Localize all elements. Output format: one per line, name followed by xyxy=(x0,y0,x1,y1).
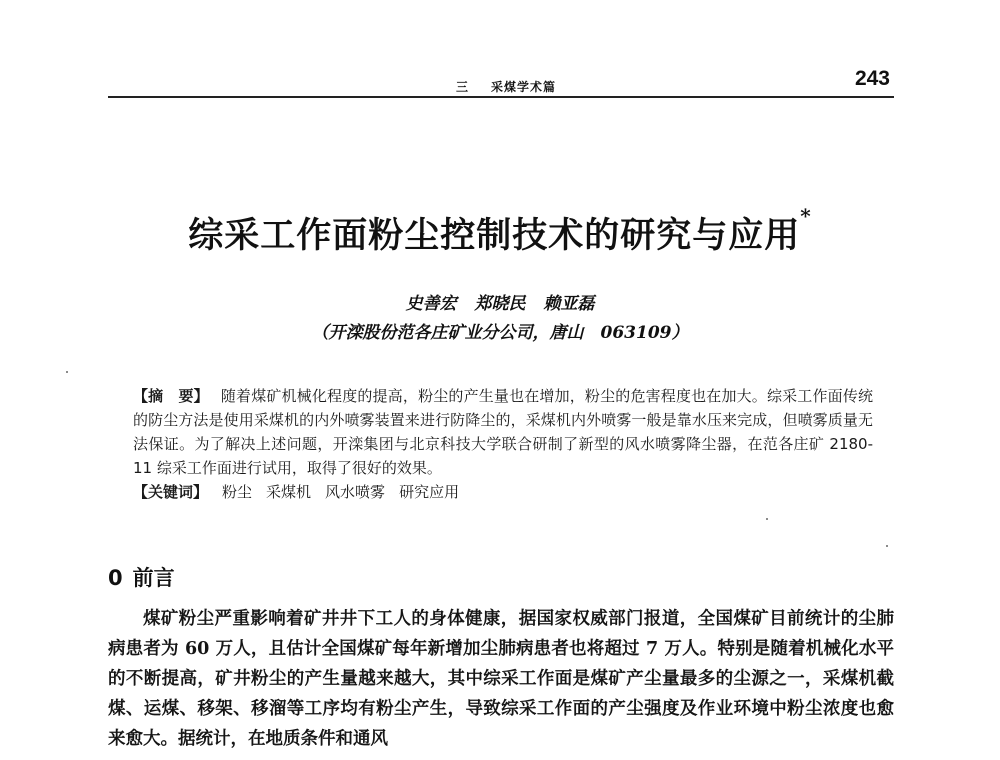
section-number: 三 xyxy=(456,80,470,94)
abstract-text: 随着煤矿机械化程度的提高，粉尘的产生量也在增加，粉尘的危害程度也在加大。综采工作面传统的防尘方法是使用采煤机的内外喷雾装置来进行防降尘的，采煤机内外喷雾一般是靠水压来完成，但喷雾质量无法保证。为了解决上述问题，开滦集团与北京科技大学联合研制了新型的风水喷雾降尘器，在范各庄矿 2180-11 综采工作面进行试用，取得了很好的效果。 xyxy=(133,387,873,477)
keyword: 研究应用 xyxy=(399,483,460,501)
keyword: 风水喷雾 xyxy=(325,483,386,501)
section-heading xyxy=(108,562,175,592)
section-heading-title: 前言 xyxy=(132,566,175,590)
page-number: 243 xyxy=(854,67,890,90)
body-text xyxy=(108,604,894,754)
section-name: 采煤学术篇 xyxy=(491,80,557,94)
scan-speck xyxy=(886,545,888,547)
author: 赖亚磊 xyxy=(543,294,595,314)
keywords-line xyxy=(133,480,873,504)
abstract-label: 【摘 要】 xyxy=(133,387,209,405)
running-header xyxy=(108,66,894,98)
author-list xyxy=(0,289,1000,314)
keywords-label: 【关键词】 xyxy=(133,483,209,501)
scan-speck xyxy=(66,371,68,373)
scan-speck xyxy=(766,518,768,520)
body-paragraph: 煤矿粉尘严重影响着矿井井下工人的身体健康，据国家权威部门报道，全国煤矿目前统计的尘肺病患者为 60 万人，且估计全国煤矿每年新增加尘肺病患者也将超过 7 万人。特别是随着机械化水平的不断提高，矿井粉尘的产生量越来越大，其中综采工作面是煤矿产尘量最多的尘源之一，采煤机截煤、运煤、移架、移溜等工序均有粉尘产生，导致综采工作面的产尘强度及作业环境中粉尘浓度也愈来愈大。据统计，在地质条件和通风 xyxy=(108,609,894,749)
abstract-paragraph xyxy=(133,384,873,480)
author: 郑晓民 xyxy=(474,294,526,314)
title-footnote-mark: * xyxy=(800,204,812,228)
section-heading-number: 0 xyxy=(108,566,123,590)
keyword: 采煤机 xyxy=(266,483,312,501)
running-title xyxy=(456,78,556,95)
abstract-block xyxy=(133,384,873,504)
article-title xyxy=(0,204,1000,258)
affiliation: （开滦股份范各庄矿业分公司，唐山 063109） xyxy=(311,323,689,343)
keyword: 粉尘 xyxy=(222,483,253,501)
title-text: 综采工作面粉尘控制技术的研究与应用 xyxy=(188,215,801,256)
author: 史善宏 xyxy=(405,294,457,314)
